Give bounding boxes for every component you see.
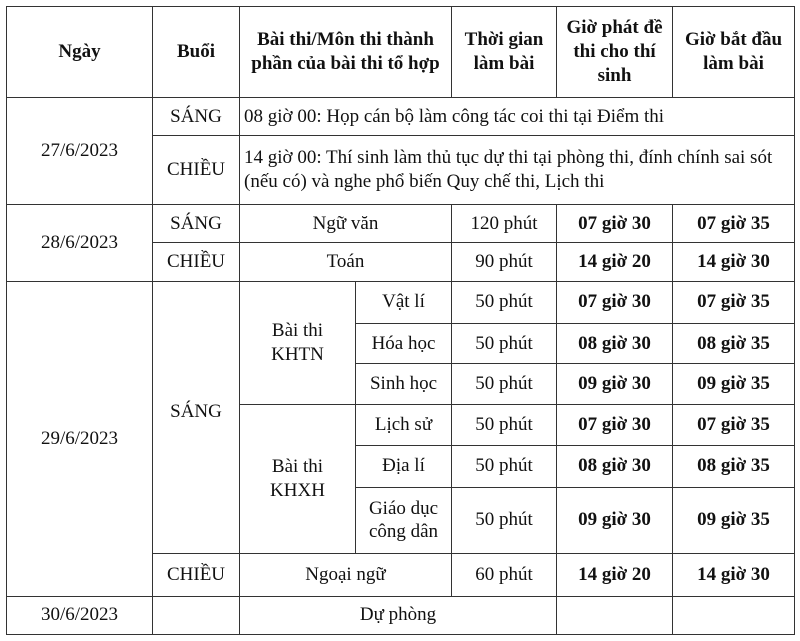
start-time-cell: 09 giờ 35 bbox=[673, 364, 795, 404]
start-time-cell: 07 giờ 35 bbox=[673, 404, 795, 445]
duration-cell: 50 phút bbox=[452, 404, 557, 445]
subject-cell: Hóa học bbox=[356, 323, 452, 363]
hand-out-time-cell: 14 giờ 20 bbox=[557, 243, 673, 281]
table-row bbox=[7, 281, 795, 323]
session-cell: SÁNG bbox=[153, 204, 240, 242]
date-cell: 30/6/2023 bbox=[7, 596, 153, 634]
hand-out-time-cell: 07 giờ 30 bbox=[557, 281, 673, 323]
group-cell: Bài thi KHXH bbox=[240, 404, 356, 553]
hand-out-time-cell: 08 giờ 30 bbox=[557, 446, 673, 487]
duration-cell: 90 phút bbox=[452, 243, 557, 281]
header-duration: Thời gian làm bài bbox=[452, 7, 557, 98]
subject-cell: Lịch sử bbox=[356, 404, 452, 445]
header-day: Ngày bbox=[7, 7, 153, 98]
hand-out-time-cell: 07 giờ 30 bbox=[557, 204, 673, 242]
duration-cell: 60 phút bbox=[452, 554, 557, 596]
table-row bbox=[7, 204, 795, 242]
session-cell: CHIỀU bbox=[153, 243, 240, 281]
header-subject: Bài thi/Môn thi thành phần của bài thi tổ hợp bbox=[240, 7, 452, 98]
note-cell: 08 giờ 00: Họp cán bộ làm công tác coi thi tại Điểm thi bbox=[240, 97, 795, 135]
table-row bbox=[7, 97, 795, 135]
header-hand-out-time: Giờ phát đề thi cho thí sinh bbox=[557, 7, 673, 98]
date-cell: 28/6/2023 bbox=[7, 204, 153, 281]
hand-out-time-cell: 14 giờ 20 bbox=[557, 554, 673, 596]
group-cell: Bài thi KHTN bbox=[240, 281, 356, 404]
session-cell: CHIỀU bbox=[153, 136, 240, 205]
session-label: SÁNG bbox=[170, 400, 222, 422]
start-time-cell: 07 giờ 35 bbox=[673, 281, 795, 323]
exam-schedule-table bbox=[6, 6, 795, 635]
session-cell: SÁNG bbox=[153, 97, 240, 135]
header-session: Buổi bbox=[153, 7, 240, 98]
table-row bbox=[7, 596, 795, 634]
start-time-cell: 08 giờ 35 bbox=[673, 323, 795, 363]
note-cell: 14 giờ 00: Thí sinh làm thủ tục dự thi tại phòng thi, đính chính sai sót (nếu có) và nghe phổ biến Quy chế thi, Lịch thi bbox=[240, 136, 795, 205]
duration-cell: 50 phút bbox=[452, 281, 557, 323]
hand-out-time-cell bbox=[557, 596, 673, 634]
duration-cell: 120 phút bbox=[452, 204, 557, 242]
start-time-cell bbox=[673, 596, 795, 634]
start-time-cell: 07 giờ 35 bbox=[673, 204, 795, 242]
duration-cell: 50 phút bbox=[452, 446, 557, 487]
session-cell: CHIỀU bbox=[153, 554, 240, 596]
subject-cell: Dự phòng bbox=[240, 596, 557, 634]
session-cell bbox=[153, 281, 240, 554]
duration-cell: 50 phút bbox=[452, 364, 557, 404]
subject-cell: Địa lí bbox=[356, 446, 452, 487]
subject-cell: Sinh học bbox=[356, 364, 452, 404]
header-row bbox=[7, 7, 795, 98]
start-time-cell: 09 giờ 35 bbox=[673, 487, 795, 554]
hand-out-time-cell: 09 giờ 30 bbox=[557, 487, 673, 554]
start-time-cell: 08 giờ 35 bbox=[673, 446, 795, 487]
subject-cell: Ngữ văn bbox=[240, 204, 452, 242]
subject-cell: Giáo dục công dân bbox=[356, 487, 452, 554]
start-time-cell: 14 giờ 30 bbox=[673, 554, 795, 596]
duration-cell: 50 phút bbox=[452, 323, 557, 363]
header-start-time: Giờ bắt đầu làm bài bbox=[673, 7, 795, 98]
date-cell: 27/6/2023 bbox=[7, 97, 153, 204]
hand-out-time-cell: 08 giờ 30 bbox=[557, 323, 673, 363]
date-cell: 29/6/2023 bbox=[7, 281, 153, 596]
hand-out-time-cell: 09 giờ 30 bbox=[557, 364, 673, 404]
start-time-cell: 14 giờ 30 bbox=[673, 243, 795, 281]
subject-cell: Vật lí bbox=[356, 281, 452, 323]
duration-cell: 50 phút bbox=[452, 487, 557, 554]
hand-out-time-cell: 07 giờ 30 bbox=[557, 404, 673, 445]
session-cell bbox=[153, 596, 240, 634]
subject-cell: Toán bbox=[240, 243, 452, 281]
subject-cell: Ngoại ngữ bbox=[240, 554, 452, 596]
